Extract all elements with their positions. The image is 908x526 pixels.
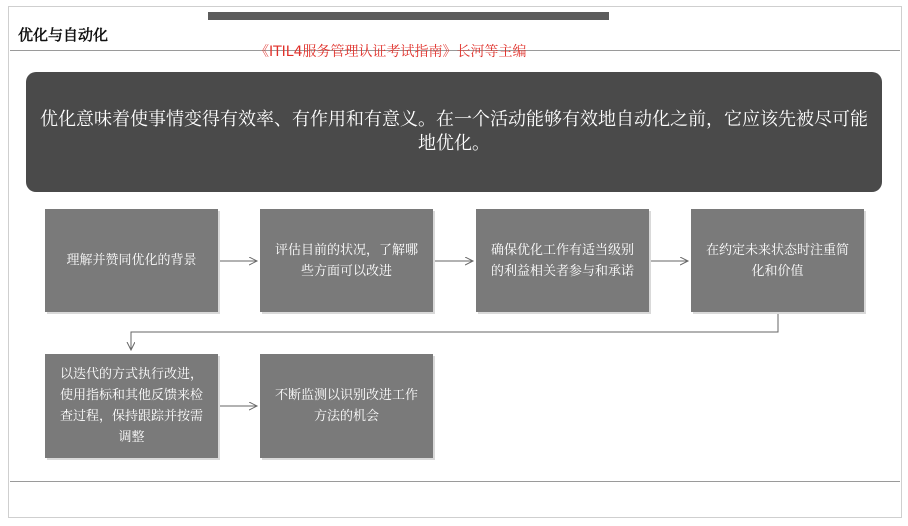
step-label: 在约定未来状态时注重简化和价值 <box>705 242 849 279</box>
step-label: 以迭代的方式执行改进，使用指标和其他反馈来检查过程，保持跟踪并按需调整 <box>59 367 203 445</box>
step-label: 评估目前的状况，了解哪些方面可以改进 <box>274 242 418 279</box>
page-title: 优化与自动化 <box>18 26 109 44</box>
step-label: 理解并赞同优化的背景 <box>66 253 197 268</box>
arrow-4-5 <box>131 314 778 350</box>
step-label: 确保优化工作有适当级别的利益相关者参与和承诺 <box>490 242 634 279</box>
source-subtitle: 《ITIL4服务管理认证考试指南》长河等主编 <box>255 44 527 60</box>
step-label: 不断监测以识别改进工作方法的机会 <box>274 388 418 424</box>
banner-text: 优化意味着使事情变得有效率、有作用和有意义。在一个活动能够有效地自动化之前，它应该先被尽可能地优化。 <box>40 109 868 154</box>
bottom-divider <box>10 481 900 482</box>
